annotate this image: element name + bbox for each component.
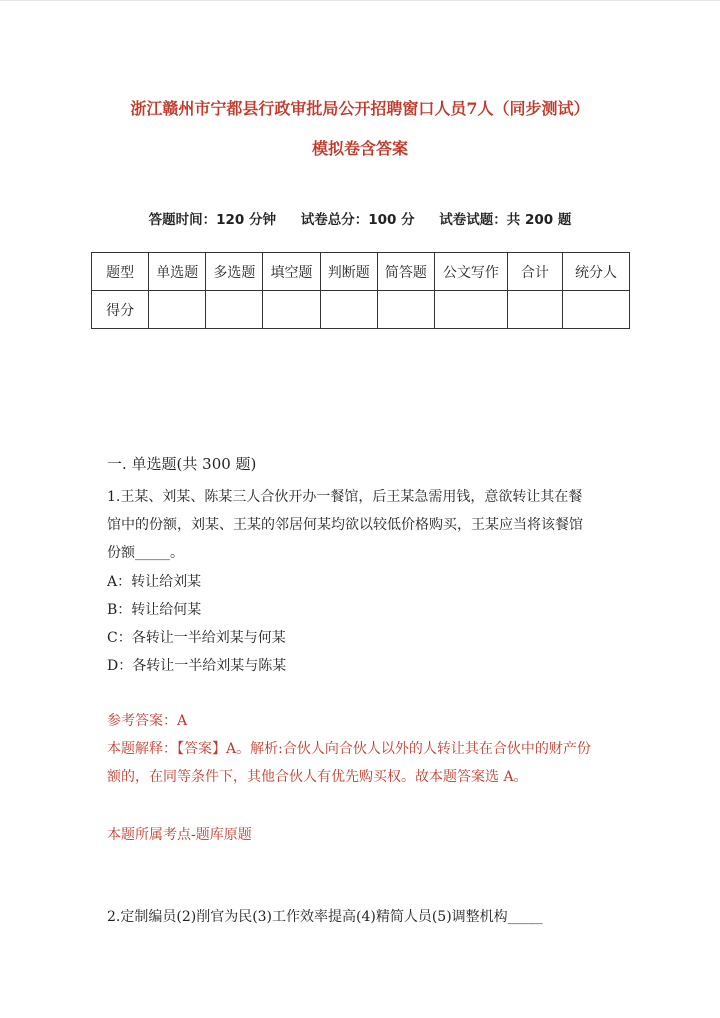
option-b: B：转让给何某 [107,602,202,618]
exam-meta [0,208,720,228]
score-table [91,252,630,329]
score-cell[interactable] [507,291,562,329]
score-cell[interactable] [149,291,206,329]
exam-total-score: 试卷总分：100 分 [300,212,415,228]
question-line: 份额_____。 [107,545,184,561]
question-2-text: 2.定制编员(2)削官为民(3)工作效率提高(4)精简人员(5)调整机构_____ [107,909,543,925]
option-d: D：各转让一半给刘某与陈某 [107,658,287,674]
reference-answer: 参考答案：A [107,713,188,729]
question-1-text [107,483,627,567]
section-title: 一. 单选题(共 300 题) [107,455,257,473]
score-cell[interactable] [434,291,507,329]
exam-question-count: 试卷试题：共 200 题 [439,212,572,228]
score-label-cell: 得分 [92,291,149,329]
page-title: 浙江赣州市宁都县行政审批局公开招聘窗口人员7人（同步测试） [130,99,590,118]
header-cell: 公文写作 [434,253,507,291]
score-cell[interactable] [377,291,434,329]
explanation-line: 额的，在同等条件下，其他合伙人有优先购买权。故本题答案选 A。 [107,769,528,785]
answer-explanation [107,735,637,791]
explanation-line: 本题解释：【答案】A。解析:合伙人向合伙人以外的人转让其在合伙中的财产份 [107,741,591,757]
page-subtitle: 模拟卷含答案 [311,139,408,158]
score-cell[interactable] [320,291,377,329]
score-cell[interactable] [263,291,320,329]
option-a: A：转让给刘某 [107,574,202,590]
exam-time: 答题时间：120 分钟 [148,212,276,228]
header-cell: 题型 [92,253,149,291]
question-line: 1.王某、刘某、陈某三人合伙开办一餐馆，后王某急需用钱，意欲转让其在餐 [107,489,583,505]
header-cell: 单选题 [149,253,206,291]
header-cell: 填空题 [263,253,320,291]
header-cell: 合计 [507,253,562,291]
header-cell: 统分人 [562,253,629,291]
score-table-row [92,291,630,329]
header-cell: 简答题 [377,253,434,291]
question-point: 本题所属考点-题库原题 [107,827,252,843]
question-line: 馆中的份额，刘某、王某的邻居何某均欲以较低价格购买，王某应当将该餐馆 [107,517,583,533]
score-cell[interactable] [562,291,629,329]
header-cell: 判断题 [320,253,377,291]
option-c: C：各转让一半给刘某与何某 [107,630,286,646]
header-cell: 多选题 [206,253,263,291]
score-cell[interactable] [206,291,263,329]
score-table-header-row [92,253,630,291]
